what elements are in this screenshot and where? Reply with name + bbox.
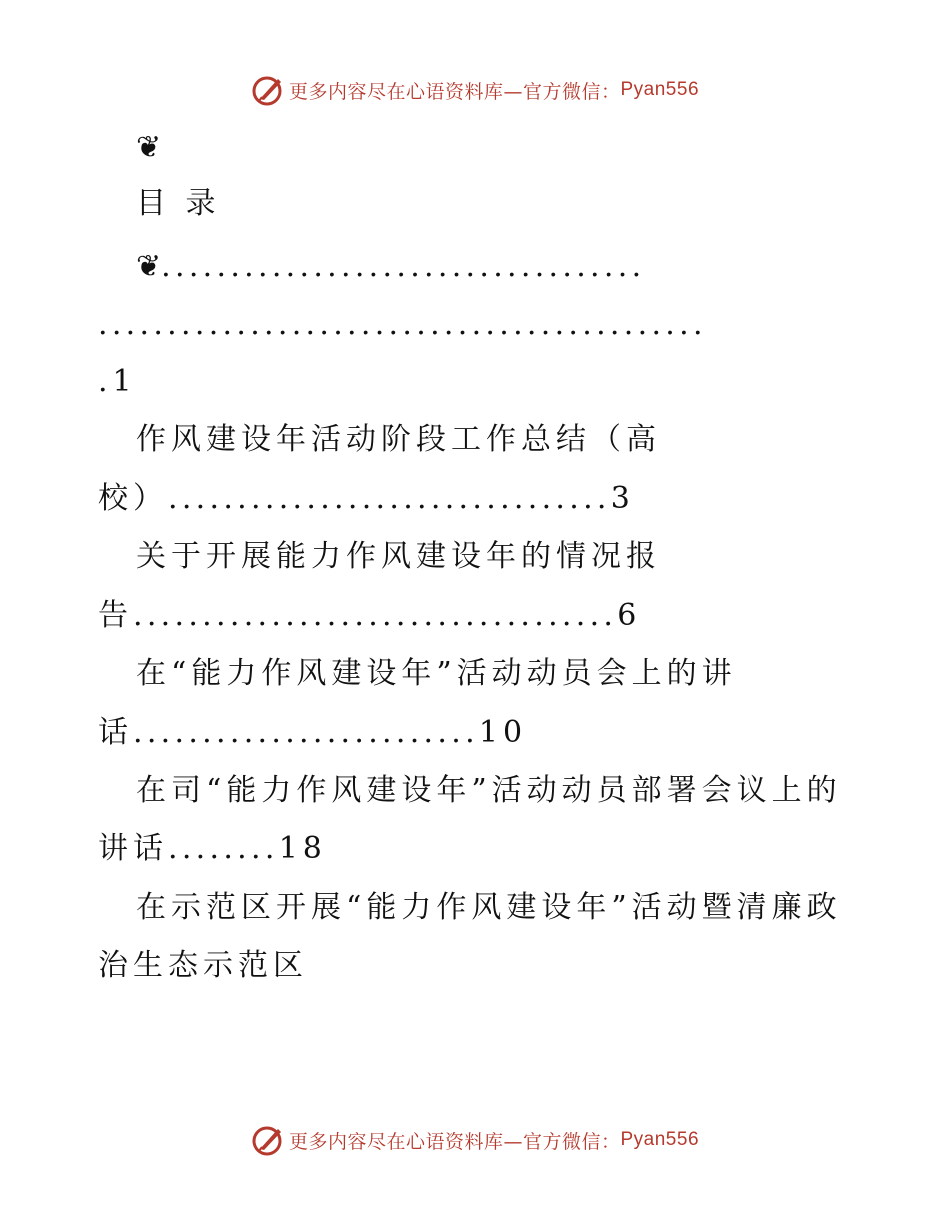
toc-entry-1-line2[interactable]: [0, 479, 950, 519]
ornament-line: [0, 128, 950, 168]
toc-entry-title: 话: [98, 715, 133, 750]
toc-entry-1-line1[interactable]: [0, 420, 950, 460]
footer-watermark: [0, 1123, 950, 1157]
toc-entry-title: 关于开展能力作风建设年的情况报: [136, 539, 661, 574]
toc-page-number: 18: [278, 831, 327, 866]
toc-leader-dots: ...................................: [161, 249, 646, 284]
toc-entry-5-line1[interactable]: [0, 888, 950, 928]
toc-entry-2-line2[interactable]: [0, 596, 950, 636]
toc-page-number: 3: [610, 481, 635, 516]
toc-entry-title: 治生态示范区: [98, 948, 308, 983]
toc-entry-0-page[interactable]: [0, 362, 950, 402]
floral-ornament-icon: ❦: [136, 249, 162, 284]
toc-leader-dots: ........: [168, 831, 279, 866]
toc-entry-title: 校）: [98, 481, 168, 516]
watermark-handle: Pyan556: [620, 79, 700, 100]
toc-page-number: .1: [98, 364, 137, 399]
toc-leader-dots: .........................: [133, 715, 479, 750]
toc-entry-title: 告: [98, 598, 133, 633]
toc-entry-title: 在“能力作风建设年”活动动员会上的讲: [136, 656, 737, 691]
toc-leader-dots: ................................: [168, 481, 611, 516]
floral-ornament-icon: ❦: [136, 130, 162, 165]
header-watermark: [0, 73, 950, 107]
toc-entry-0-line1[interactable]: [0, 247, 950, 287]
toc-entry-4-line1[interactable]: [0, 771, 950, 811]
toc-entry-0-line2[interactable]: [0, 305, 950, 345]
toc-page-number: 6: [617, 598, 642, 633]
toc-leader-dots: ...................................: [133, 598, 618, 633]
quill-logo-icon: [251, 1123, 285, 1157]
toc-entry-title: 作风建设年活动阶段工作总结（高: [136, 422, 661, 457]
toc-entry-title: 在司“能力作风建设年”活动动员部署会议上的: [136, 773, 842, 808]
toc-entry-5-line2[interactable]: [0, 946, 950, 986]
toc-entry-3-line2[interactable]: [0, 713, 950, 753]
toc-entry-title: 讲话: [98, 831, 168, 866]
watermark-text: 更多内容尽在心语资料库—官方微信：: [288, 80, 621, 103]
toc-entry-title: 在示范区开展“能力作风建设年”活动暨清廉政: [136, 890, 842, 925]
watermark-handle: Pyan556: [620, 1129, 700, 1150]
toc-entry-2-line1[interactable]: [0, 537, 950, 577]
toc-title: [0, 184, 950, 224]
quill-logo-icon: [251, 73, 285, 107]
toc-page-number: 10: [478, 715, 528, 750]
toc-leader-dots: ............................................: [98, 307, 707, 342]
watermark-text: 更多内容尽在心语资料库—官方微信：: [288, 1130, 621, 1153]
toc-title-text: 目 录: [136, 186, 221, 221]
toc-entry-4-line2[interactable]: [0, 829, 950, 869]
toc-entry-3-line1[interactable]: [0, 654, 950, 694]
